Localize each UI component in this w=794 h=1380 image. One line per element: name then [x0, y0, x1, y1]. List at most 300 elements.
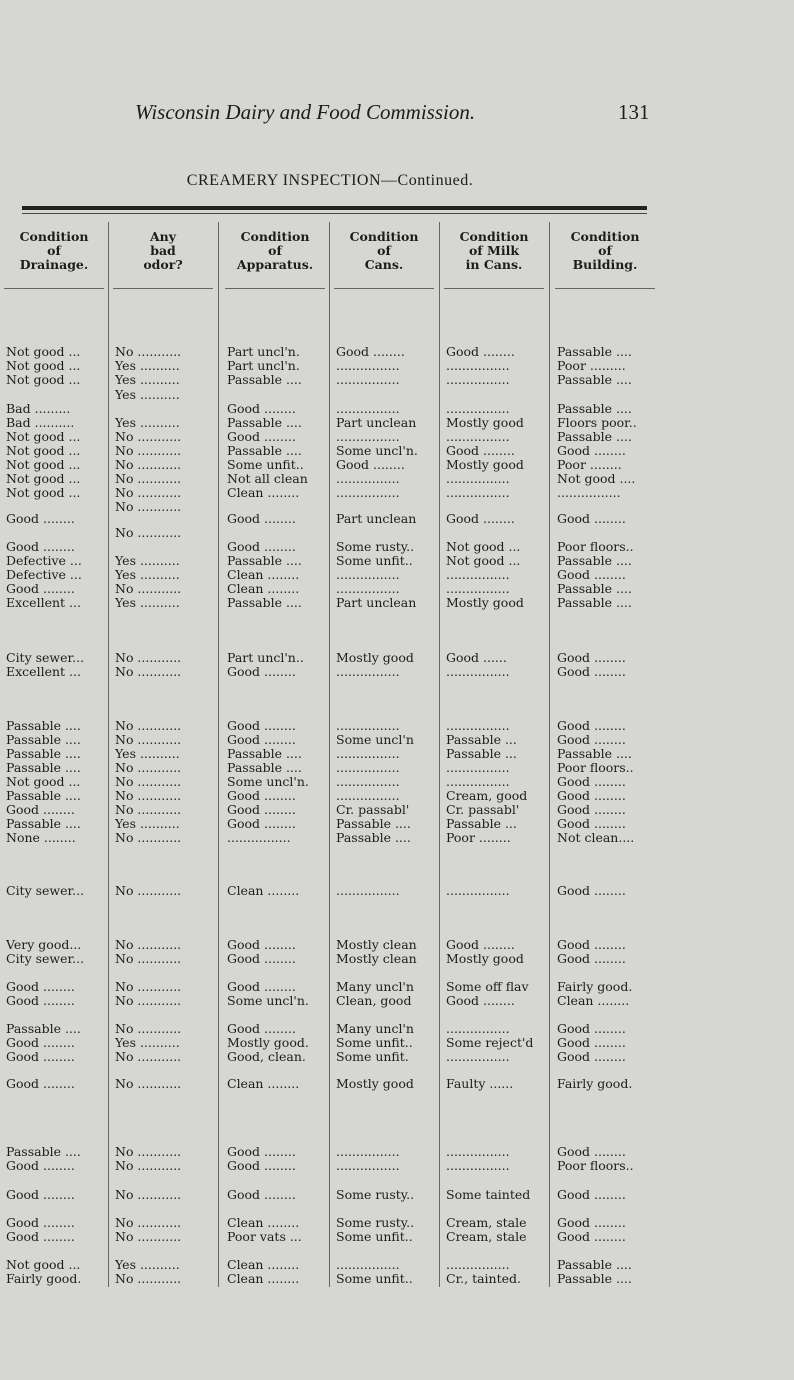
table-cell: Good ........	[557, 568, 626, 582]
column-header-line: Building.	[572, 257, 638, 272]
table-cell: Poor ........	[446, 831, 511, 845]
table-cell: ................	[336, 1159, 400, 1173]
header-underline	[4, 288, 104, 289]
table-cell: ................	[336, 486, 400, 500]
table-cell: Passable ....	[557, 373, 632, 387]
table-cell: Poor .........	[557, 359, 626, 373]
table-cell: Good ........	[336, 458, 405, 472]
table-cell: ................	[336, 775, 400, 789]
header-underline	[225, 288, 325, 289]
table-cell	[227, 526, 327, 540]
table-cell: ................	[446, 359, 510, 373]
table-cell: City sewer...	[6, 651, 85, 665]
table-cell: Fairly good.	[557, 980, 633, 994]
table-cell: No ...........	[115, 1145, 182, 1159]
table-cell: Passable ...	[446, 733, 517, 747]
table-cell: Good ........	[557, 719, 626, 733]
column-header-line: Condition	[459, 229, 529, 244]
table-cell: Mostly good.	[227, 1036, 309, 1050]
table-cell: ................	[446, 486, 510, 500]
table-cell: No ...........	[115, 719, 182, 733]
column-header	[2, 230, 106, 272]
table-cell: ................	[446, 472, 510, 486]
column-header	[111, 230, 215, 272]
table-row	[0, 402, 794, 416]
table-row	[0, 1050, 794, 1064]
table-cell: Not good ...	[446, 540, 521, 554]
table-cell: Yes ..........	[115, 568, 180, 582]
table-cell: ................	[336, 582, 400, 596]
table-cell: No ...........	[115, 831, 182, 845]
table-cell: No ...........	[115, 486, 182, 500]
table-cell: Some rusty..	[336, 1188, 415, 1202]
table-cell: Good ........	[227, 1145, 296, 1159]
table-cell: Good ........	[557, 1036, 626, 1050]
table-cell: ................	[336, 472, 400, 486]
running-head: Wisconsin Dairy and Food Commission.	[135, 100, 476, 124]
table-cell: Mostly good	[446, 596, 524, 610]
table-cell: No ...........	[115, 803, 182, 817]
table-cell: Good ........	[227, 719, 296, 733]
table-cell: Yes ..........	[115, 388, 180, 402]
table-cell: Not good ...	[6, 775, 81, 789]
table-cell: Passable ....	[557, 1258, 632, 1272]
table-cell: Passable ....	[227, 596, 302, 610]
table-cell: Clean ........	[227, 1077, 300, 1091]
table-cell: Yes ..........	[115, 747, 180, 761]
header-underline	[334, 288, 434, 289]
table-cell: ................	[336, 359, 400, 373]
table-title: CREAMERY INSPECTION—Continued.	[186, 172, 474, 189]
table-cell: Passable ....	[227, 761, 302, 775]
table-cell: Not good ...	[6, 359, 81, 373]
table-cell: Some tainted	[446, 1188, 531, 1202]
table-cell: Some rusty..	[336, 1216, 415, 1230]
column-header-line: Apparatus.	[236, 257, 314, 272]
table-cell: Yes ..........	[115, 416, 180, 430]
table-cell: Some unfit.	[336, 1050, 409, 1064]
table-cell: Clean ........	[227, 1258, 300, 1272]
table-cell: Poor floors..	[557, 540, 634, 554]
top-rule-thin	[22, 213, 647, 214]
table-cell: Passable ....	[6, 761, 81, 775]
table-cell: No ...........	[115, 789, 182, 803]
table-cell: Good ........	[227, 952, 296, 966]
table-cell: Fairly good.	[6, 1272, 82, 1286]
table-cell: ................	[446, 884, 510, 898]
table-cell: Passable ...	[446, 747, 517, 761]
table-cell: No ...........	[115, 994, 182, 1008]
table-cell: Some uncl'n.	[227, 775, 309, 789]
table-cell: Very good...	[6, 938, 82, 952]
table-row	[0, 733, 794, 747]
table-cell	[115, 512, 215, 526]
table-cell: Good ........	[227, 817, 296, 831]
table-cell: No ...........	[115, 733, 182, 747]
table-row	[0, 345, 794, 359]
table-cell: No ...........	[115, 345, 182, 359]
table-cell: City sewer...	[6, 884, 85, 898]
table-row	[0, 1188, 794, 1202]
table-cell: ................	[446, 1145, 510, 1159]
table-cell: ................	[336, 373, 400, 387]
table-cell: Passable ....	[6, 1022, 81, 1036]
column-header-line: Any	[149, 229, 177, 244]
table-cell: No ...........	[115, 938, 182, 952]
table-cell: ................	[227, 831, 291, 845]
table-cell: Good ........	[6, 980, 75, 994]
table-cell: No ...........	[115, 526, 182, 540]
table-cell: Some off flav	[446, 980, 529, 994]
table-cell: Passable ....	[6, 719, 81, 733]
table-cell: Good ........	[6, 582, 75, 596]
table-cell: No ...........	[115, 1216, 182, 1230]
table-cell: ................	[446, 775, 510, 789]
table-cell: Yes ..........	[115, 1036, 180, 1050]
table-row	[0, 596, 794, 610]
table-cell: Good ........	[227, 1188, 296, 1202]
table-cell: Not good ...	[6, 486, 81, 500]
table-row	[0, 1145, 794, 1159]
table-cell: No ...........	[115, 1050, 182, 1064]
table-cell: ................	[336, 1258, 400, 1272]
table-cell: Good ........	[6, 512, 75, 526]
table-cell: ................	[336, 761, 400, 775]
table-row	[0, 472, 794, 486]
table-row	[0, 938, 794, 952]
table-cell: No ...........	[115, 1272, 182, 1286]
table-cell: No ...........	[115, 665, 182, 679]
table-cell: No ...........	[115, 980, 182, 994]
table-row	[0, 388, 794, 402]
table-cell: Cream, good	[446, 789, 528, 803]
table-cell: No ...........	[115, 1230, 182, 1244]
table-row	[0, 665, 794, 679]
table-cell: Bad .........	[6, 402, 71, 416]
table-cell: Cr., tainted.	[446, 1272, 522, 1286]
table-cell	[227, 388, 327, 402]
table-cell: ................	[446, 1159, 510, 1173]
table-cell: Mostly good	[446, 458, 524, 472]
table-cell: ................	[336, 402, 400, 416]
table-cell: Not good ...	[6, 1258, 81, 1272]
column-header-line: of	[377, 243, 391, 258]
table-cell: Passable ....	[6, 1145, 81, 1159]
table-cell: Good ........	[557, 512, 626, 526]
table-row	[0, 1272, 794, 1286]
table-cell: Good ........	[446, 345, 515, 359]
table-row	[0, 1022, 794, 1036]
table-cell: No ...........	[115, 1188, 182, 1202]
table-cell: Good ........	[6, 1188, 75, 1202]
table-cell: Some rusty..	[336, 540, 415, 554]
table-cell	[336, 388, 436, 402]
table-cell: ................	[336, 884, 400, 898]
table-cell: ................	[336, 719, 400, 733]
table-cell: Some unfit..	[336, 1230, 413, 1244]
table-cell: Clean, good	[336, 994, 412, 1008]
table-row	[0, 458, 794, 472]
table-cell: Mostly good	[336, 651, 414, 665]
table-cell: Clean ........	[227, 884, 300, 898]
table-cell: ................	[446, 665, 510, 679]
table-cell: No ...........	[115, 952, 182, 966]
table-row	[0, 719, 794, 733]
table-row	[0, 526, 794, 540]
table-cell: Good ........	[557, 1188, 626, 1202]
table-row	[0, 1230, 794, 1244]
table-cell: Yes ..........	[115, 359, 180, 373]
table-cell: ................	[336, 1145, 400, 1159]
table-cell: ................	[446, 1022, 510, 1036]
column-header	[332, 230, 436, 272]
table-row	[0, 540, 794, 554]
table-cell: Good ........	[6, 994, 75, 1008]
table-cell: Yes ..........	[115, 817, 180, 831]
table-cell	[336, 526, 436, 540]
table-row	[0, 554, 794, 568]
table-cell: Not good ...	[6, 430, 81, 444]
table-cell: Good ........	[6, 1050, 75, 1064]
table-cell: ................	[446, 582, 510, 596]
table-cell: ................	[446, 568, 510, 582]
table-cell: Passable ....	[557, 1272, 632, 1286]
table-cell: Clean ........	[227, 582, 300, 596]
column-header-line: Condition	[240, 229, 310, 244]
table-cell: Poor floors..	[557, 1159, 634, 1173]
table-cell: Good ........	[446, 994, 515, 1008]
table-row	[0, 980, 794, 994]
table-cell: Good ........	[557, 817, 626, 831]
table-cell: Good ........	[6, 1230, 75, 1244]
table-cell: Not all clean	[227, 472, 308, 486]
table-cell: Mostly good	[446, 952, 524, 966]
table-cell: Clean ........	[227, 1216, 300, 1230]
table-cell: No ...........	[115, 761, 182, 775]
table-cell: Poor floors..	[557, 761, 634, 775]
table-cell: Excellent ...	[6, 596, 81, 610]
table-cell: Good ........	[336, 345, 405, 359]
table-cell: ................	[336, 430, 400, 444]
column-header-line: in Cans.	[465, 257, 523, 272]
column-header	[553, 230, 657, 272]
table-cell: Clean ........	[227, 1272, 300, 1286]
table-row	[0, 1258, 794, 1272]
table-cell: ................	[446, 402, 510, 416]
table-row	[0, 747, 794, 761]
table-cell: ................	[446, 1050, 510, 1064]
table-cell: Good ........	[227, 938, 296, 952]
table-row	[0, 373, 794, 387]
table-cell: ................	[446, 430, 510, 444]
table-cell: Good ........	[446, 938, 515, 952]
table-cell: Cream, stale	[446, 1216, 527, 1230]
table-cell: Many uncl'n	[336, 980, 414, 994]
table-cell: Poor vats ...	[227, 1230, 302, 1244]
table-cell: Yes ..........	[115, 554, 180, 568]
table-cell: Some uncl'n.	[336, 444, 418, 458]
table-cell: Passable ....	[6, 747, 81, 761]
table-cell: Cream, stale	[446, 1230, 527, 1244]
table-cell: Part unclean	[336, 596, 417, 610]
table-cell: No ...........	[115, 884, 182, 898]
table-cell: Some uncl'n	[336, 733, 414, 747]
table-cell: Passable ....	[557, 345, 632, 359]
table-cell	[6, 388, 106, 402]
column-header-line: of Milk	[468, 243, 520, 258]
table-cell: No ...........	[115, 500, 182, 514]
table-cell: No ...........	[115, 1077, 182, 1091]
column-header	[223, 230, 327, 272]
table-cell: Part uncl'n..	[227, 651, 304, 665]
table-row	[0, 486, 794, 500]
table-cell: Defective ...	[6, 554, 82, 568]
header-underline	[113, 288, 213, 289]
table-cell: ................	[336, 665, 400, 679]
header-underline	[444, 288, 544, 289]
table-cell: Passable ....	[557, 554, 632, 568]
column-header-line: of	[598, 243, 612, 258]
table-cell: Mostly good	[336, 1077, 414, 1091]
table-cell: Part uncl'n.	[227, 359, 300, 373]
table-cell: Passable ....	[227, 373, 302, 387]
table-cell: Passable ....	[557, 596, 632, 610]
table-cell: Not clean....	[557, 831, 635, 845]
table-cell: Good ........	[6, 1077, 75, 1091]
table-cell: Good ........	[227, 665, 296, 679]
table-cell: Good ........	[557, 789, 626, 803]
table-cell: Part unclean	[336, 512, 417, 526]
table-cell: Not good ....	[557, 472, 636, 486]
table-cell: Good ........	[227, 789, 296, 803]
table-row	[0, 831, 794, 845]
table-cell: No ...........	[115, 1159, 182, 1173]
table-cell	[115, 402, 215, 416]
table-cell: Not good ...	[6, 458, 81, 472]
table-cell: Good ........	[227, 803, 296, 817]
table-row	[0, 761, 794, 775]
column-header-line: bad	[150, 243, 176, 258]
table-row	[0, 803, 794, 817]
table-cell: Cr. passabl'	[336, 803, 410, 817]
table-cell: City sewer...	[6, 952, 85, 966]
table-row	[0, 568, 794, 582]
table-cell: Good ........	[557, 952, 626, 966]
table-cell: Good ........	[227, 430, 296, 444]
table-cell: No ...........	[115, 582, 182, 596]
table-cell: No ...........	[115, 458, 182, 472]
table-cell: Good ........	[227, 512, 296, 526]
table-cell: Good ........	[6, 1159, 75, 1173]
table-cell: Yes ..........	[115, 596, 180, 610]
table-cell: Good ........	[6, 540, 75, 554]
table-cell: Passable ....	[227, 554, 302, 568]
table-cell: Good ........	[227, 540, 296, 554]
table-row	[0, 952, 794, 966]
table-cell: Passable ....	[557, 582, 632, 596]
column-header-line: Drainage.	[19, 257, 89, 272]
table-cell: Not good ...	[6, 444, 81, 458]
table-cell	[557, 526, 657, 540]
table-cell: Yes ..........	[115, 1258, 180, 1272]
table-cell: Good ........	[557, 733, 626, 747]
table-row	[0, 1159, 794, 1173]
table-cell: Clean ........	[557, 994, 630, 1008]
table-cell: Passable ....	[557, 402, 632, 416]
table-cell: Good ........	[557, 1022, 626, 1036]
table-cell: Good ........	[557, 938, 626, 952]
table-cell: ................	[336, 747, 400, 761]
table-cell: Some unfit..	[336, 554, 413, 568]
table-row	[0, 789, 794, 803]
table-row	[0, 1036, 794, 1050]
table-cell: Good ........	[557, 651, 626, 665]
table-row	[0, 512, 794, 526]
table-cell: Good ........	[227, 733, 296, 747]
table-cell: Some uncl'n.	[227, 994, 309, 1008]
table-cell: Clean ........	[227, 486, 300, 500]
table-cell: Good ........	[557, 884, 626, 898]
table-cell: Mostly good	[446, 416, 524, 430]
table-cell	[557, 388, 657, 402]
table-cell: Good ......	[446, 651, 507, 665]
table-cell: ................	[336, 789, 400, 803]
table-row	[0, 884, 794, 898]
column-header-line: of	[268, 243, 282, 258]
table-row	[0, 359, 794, 373]
table-cell: Passable ....	[6, 817, 81, 831]
table-cell: Not good ...	[6, 373, 81, 387]
table-cell: Cr. passabl'	[446, 803, 520, 817]
table-cell: No ...........	[115, 1022, 182, 1036]
table-row	[0, 775, 794, 789]
table-cell: Bad ..........	[6, 416, 75, 430]
table-cell	[446, 388, 546, 402]
table-cell: Good, clean.	[227, 1050, 306, 1064]
table-cell: Passable ....	[227, 416, 302, 430]
header-underline	[555, 288, 655, 289]
table-cell: None ........	[6, 831, 76, 845]
table-cell: Faulty ......	[446, 1077, 514, 1091]
table-cell: Good ........	[227, 1022, 296, 1036]
table-cell: Good ........	[6, 1216, 75, 1230]
table-cell: Good ........	[227, 402, 296, 416]
table-cell: Clean ........	[227, 568, 300, 582]
table-cell: ................	[446, 373, 510, 387]
table-cell: Good ........	[557, 775, 626, 789]
page-number: 131	[618, 100, 650, 124]
table-cell: Not good ...	[6, 345, 81, 359]
table-cell: Good ........	[557, 1230, 626, 1244]
table-cell: ................	[446, 761, 510, 775]
column-header-line: Condition	[19, 229, 89, 244]
table-row	[0, 430, 794, 444]
table-cell: No ...........	[115, 444, 182, 458]
table-row	[0, 994, 794, 1008]
table-cell	[115, 540, 215, 554]
table-cell: Good ........	[446, 444, 515, 458]
top-rule-thick	[22, 206, 647, 210]
table-cell: ................	[446, 1258, 510, 1272]
table-cell: Good ........	[557, 444, 626, 458]
table-cell: Part unclean	[336, 416, 417, 430]
table-cell: Passable ....	[336, 817, 411, 831]
column-header-line: Cans.	[364, 257, 404, 272]
table-row	[0, 444, 794, 458]
table-cell: No ...........	[115, 775, 182, 789]
table-cell: Passable ...	[446, 817, 517, 831]
table-row	[0, 651, 794, 665]
